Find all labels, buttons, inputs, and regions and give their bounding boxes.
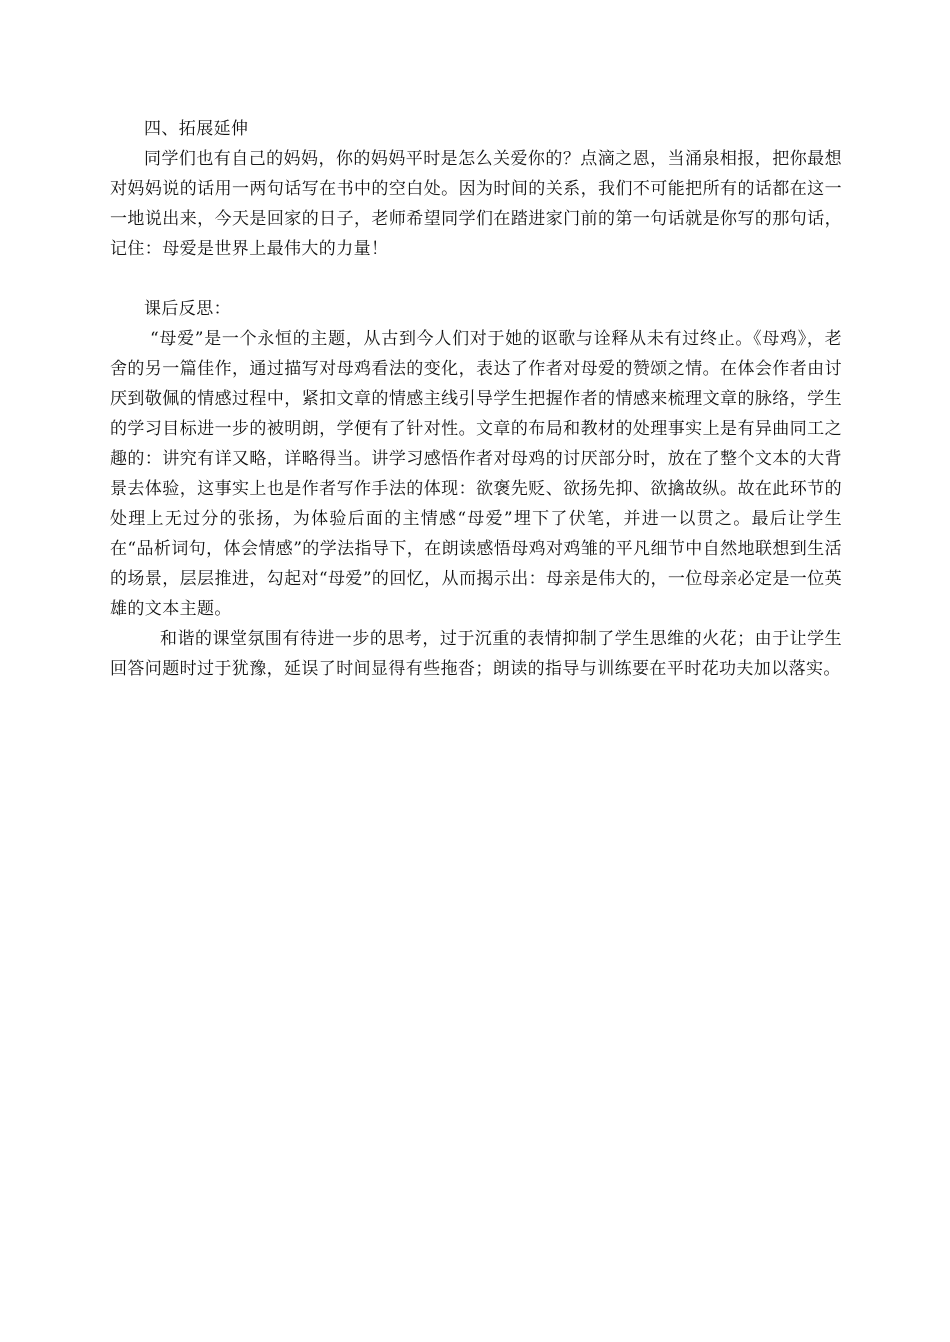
reflection-paragraph-2: 和谐的课堂氛围有待进一步的思考，过于沉重的表情抑制了学生思维的火花；由于让学生回答问题时过于犹豫，延误了时间显得有些拖沓；朗读的指导与训练要在平时花功夫加以落实。: [110, 629, 842, 679]
extension-paragraph: 同学们也有自己的妈妈，你的妈妈平时是怎么关爱你的？点滴之恩，当涌泉相报，把你最想对妈妈说的话用一两句话写在书中的空白处。因为时间的关系，我们不可能把所有的话都在这一一地说出来，今天是回家的日子，老师希望同学们在踏进家门前的第一句话就是你写的那句话，记住：母爱是世界上最伟大的力量！: [110, 149, 842, 259]
document-body: [110, 114, 842, 684]
reflection-heading: 课后反思：: [144, 299, 231, 319]
paragraph-spacer: [110, 264, 842, 294]
reflection-paragraph-1: “母爱”是一个永恒的主题，从古到今人们对于她的讴歌与诠释从未有过终止。《母鸡》，老舍的另一篇佳作，通过描写对母鸡看法的变化，表达了作者对母爱的赞颂之情。在体会作者由讨厌到敬佩的情感过程中，紧扣文章的情感主线引导学生把握作者的情感来梳理文章的脉络，学生的学习目标进一步的被明朗，学便有了针对性。文章的布局和教材的处理事实上是有异曲同工之趣的：讲究有详又略，详略得当。讲学习感悟作者对母鸡的讨厌部分时，放在了整个文本的大背景去体验，这事实上也是作者写作手法的体现：欲褒先贬、欲扬先抑、欲擒故纵。故在此环节的处理上无过分的张扬，为体验后面的主情感“母爱”埋下了伏笔，并进一以贯之。最后让学生在“品析词句，体会情感”的学法指导下，在朗读感悟母鸡对鸡雏的平凡细节中自然地联想到生活的场景，层层推进，勾起对“母爱”的回忆，从而揭示出：母亲是伟大的，一位母亲必定是一位英雄的文本主题。: [110, 329, 842, 619]
section-heading-extension: 四、拓展延伸: [144, 119, 249, 139]
